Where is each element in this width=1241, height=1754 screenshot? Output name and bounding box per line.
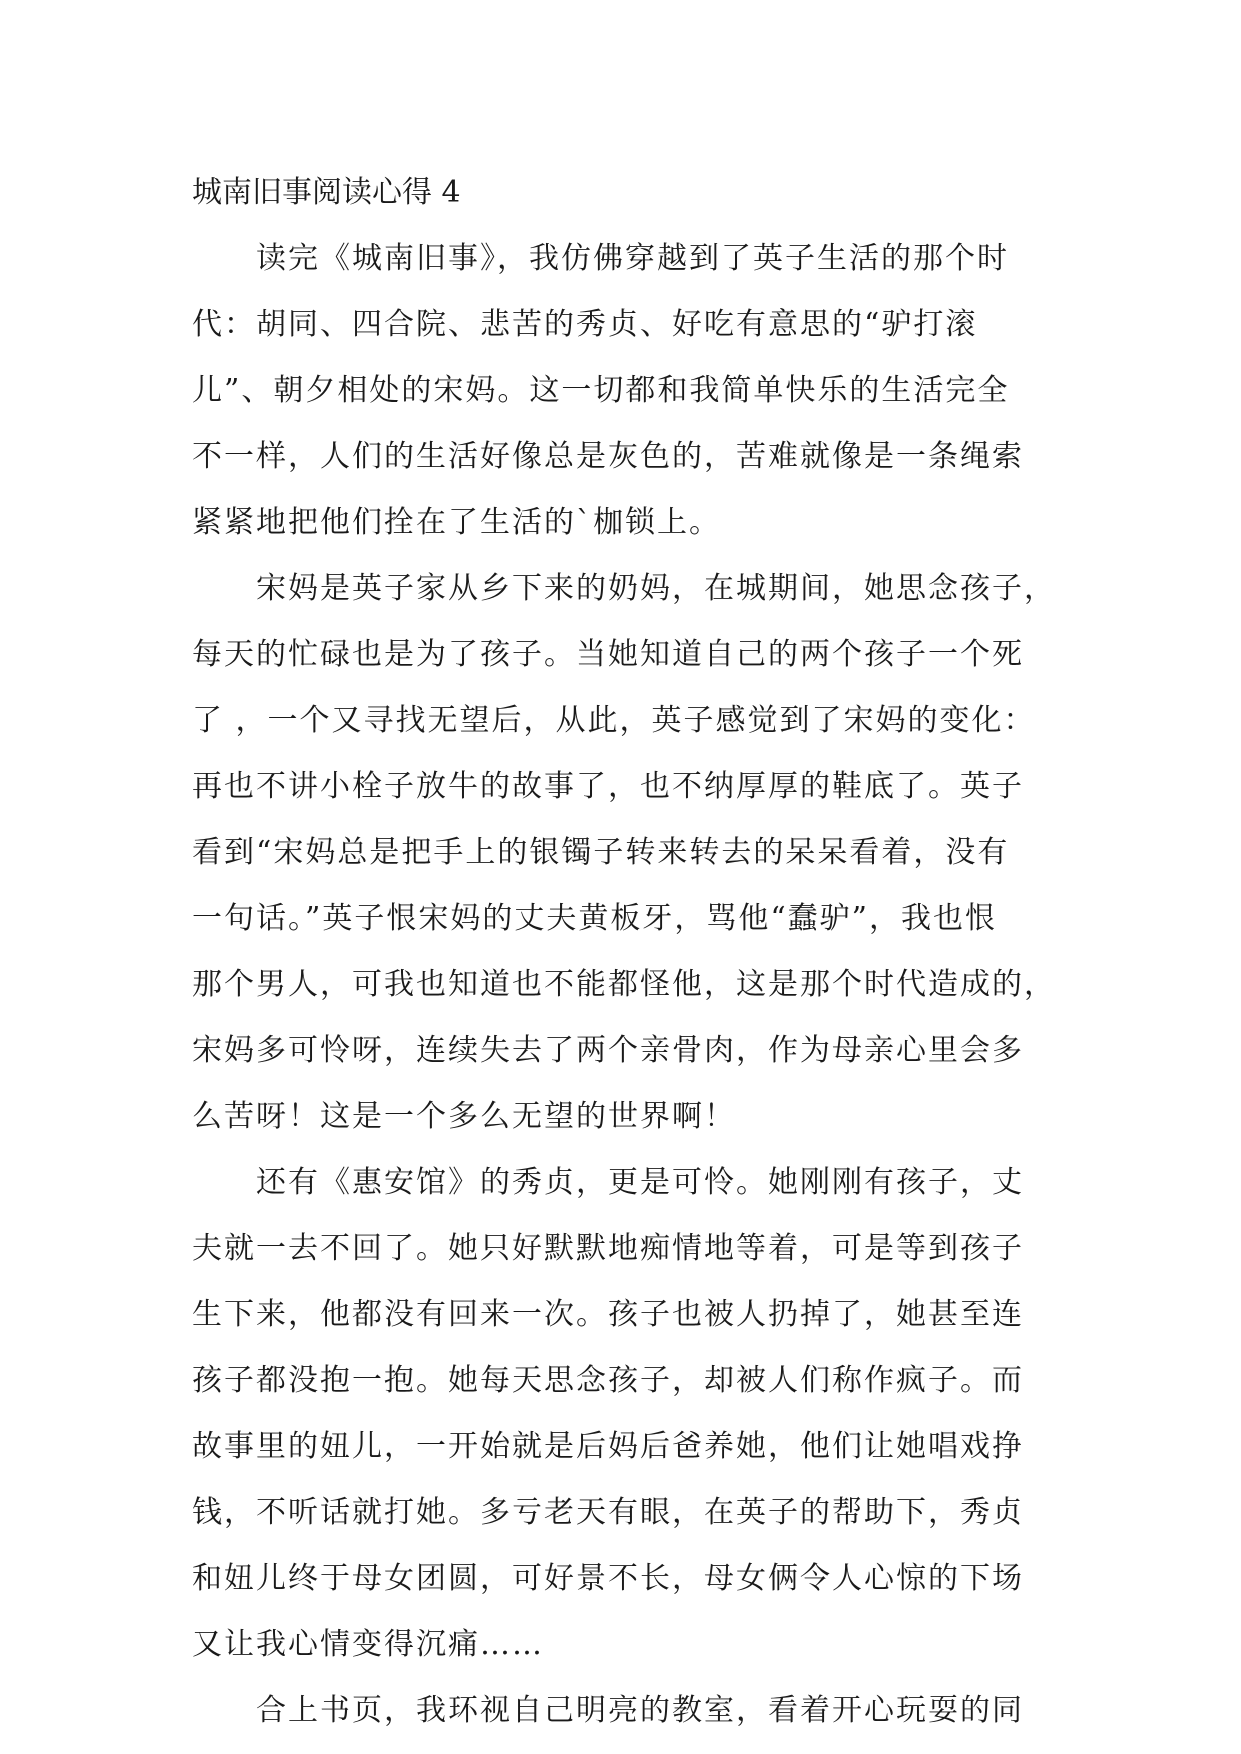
paragraph-4 <box>192 1678 1052 1744</box>
text-line: 读完《城南旧事》，我仿佛穿越到了英子生活的那个时 <box>256 241 1009 276</box>
text-line: 再也不讲小栓子放牛的故事了，也不纳厚厚的鞋底了。英子 <box>192 769 1024 804</box>
text-line: 紧紧地把他们拴在了生活的`枷锁上。 <box>192 505 721 540</box>
paragraph-2 <box>192 556 1056 1150</box>
text-line: 儿”、朝夕相处的宋妈。这一切都和我简单快乐的生活完全 <box>192 373 1010 408</box>
paragraph-3 <box>192 1150 1052 1678</box>
text-line: 么苦呀！这是一个多么无望的世界啊！ <box>192 1099 736 1134</box>
text-line: 一句话。”英子恨宋妈的丈夫黄板牙，骂他“蠢驴”，我也恨 <box>192 901 998 936</box>
text-line: 宋妈是英子家从乡下来的奶妈，在城期间，她思念孩子， <box>256 571 1056 606</box>
text-line: 看到“宋妈总是把手上的银镯子转来转去的呆呆看着，没有 <box>192 835 1010 870</box>
text-line: 生下来，他都没有回来一次。孩子也被人扔掉了，她甚至连 <box>192 1297 1024 1332</box>
text-line: 宋妈多可怜呀，连续失去了两个亲骨肉，作为母亲心里会多 <box>192 1033 1024 1068</box>
text-line: 每天的忙碌也是为了孩子。当她知道自己的两个孩子一个死 <box>192 637 1024 672</box>
text-line: 合上书页，我环视自己明亮的教室，看着开心玩耍的同 <box>256 1693 1024 1728</box>
text-line: 夫就一去不回了。她只好默默地痴情地等着，可是等到孩子 <box>192 1231 1024 1266</box>
text-line: 钱，不听话就打她。多亏老天有眼，在英子的帮助下，秀贞 <box>192 1495 1024 1530</box>
text-line: 不一样，人们的生活好像总是灰色的，苦难就像是一条绳索 <box>192 439 1024 474</box>
document-body <box>192 160 1056 1744</box>
text-line: 代：胡同、四合院、悲苦的秀贞、好吃有意思的“驴打滚 <box>192 307 978 342</box>
text-line: 故事里的妞儿，一开始就是后妈后爸养她，他们让她唱戏挣 <box>192 1429 1024 1464</box>
text-line: 又让我心情变得沉痛…… <box>192 1627 544 1662</box>
document-title: 城南旧事阅读心得 4 <box>192 175 461 210</box>
text-line: 孩子都没抱一抱。她每天思念孩子，却被人们称作疯子。而 <box>192 1363 1024 1398</box>
text-line: 还有《惠安馆》的秀贞，更是可怜。她刚刚有孩子，丈 <box>256 1165 1024 1200</box>
text-line: 了 ，一个又寻找无望后，从此，英子感觉到了宋妈的变化： <box>192 703 1036 738</box>
paragraph-1 <box>192 226 1052 556</box>
text-line: 那个男人，可我也知道也不能都怪他，这是那个时代造成的， <box>192 967 1056 1002</box>
text-line: 和妞儿终于母女团圆，可好景不长，母女俩令人心惊的下场 <box>192 1561 1024 1596</box>
